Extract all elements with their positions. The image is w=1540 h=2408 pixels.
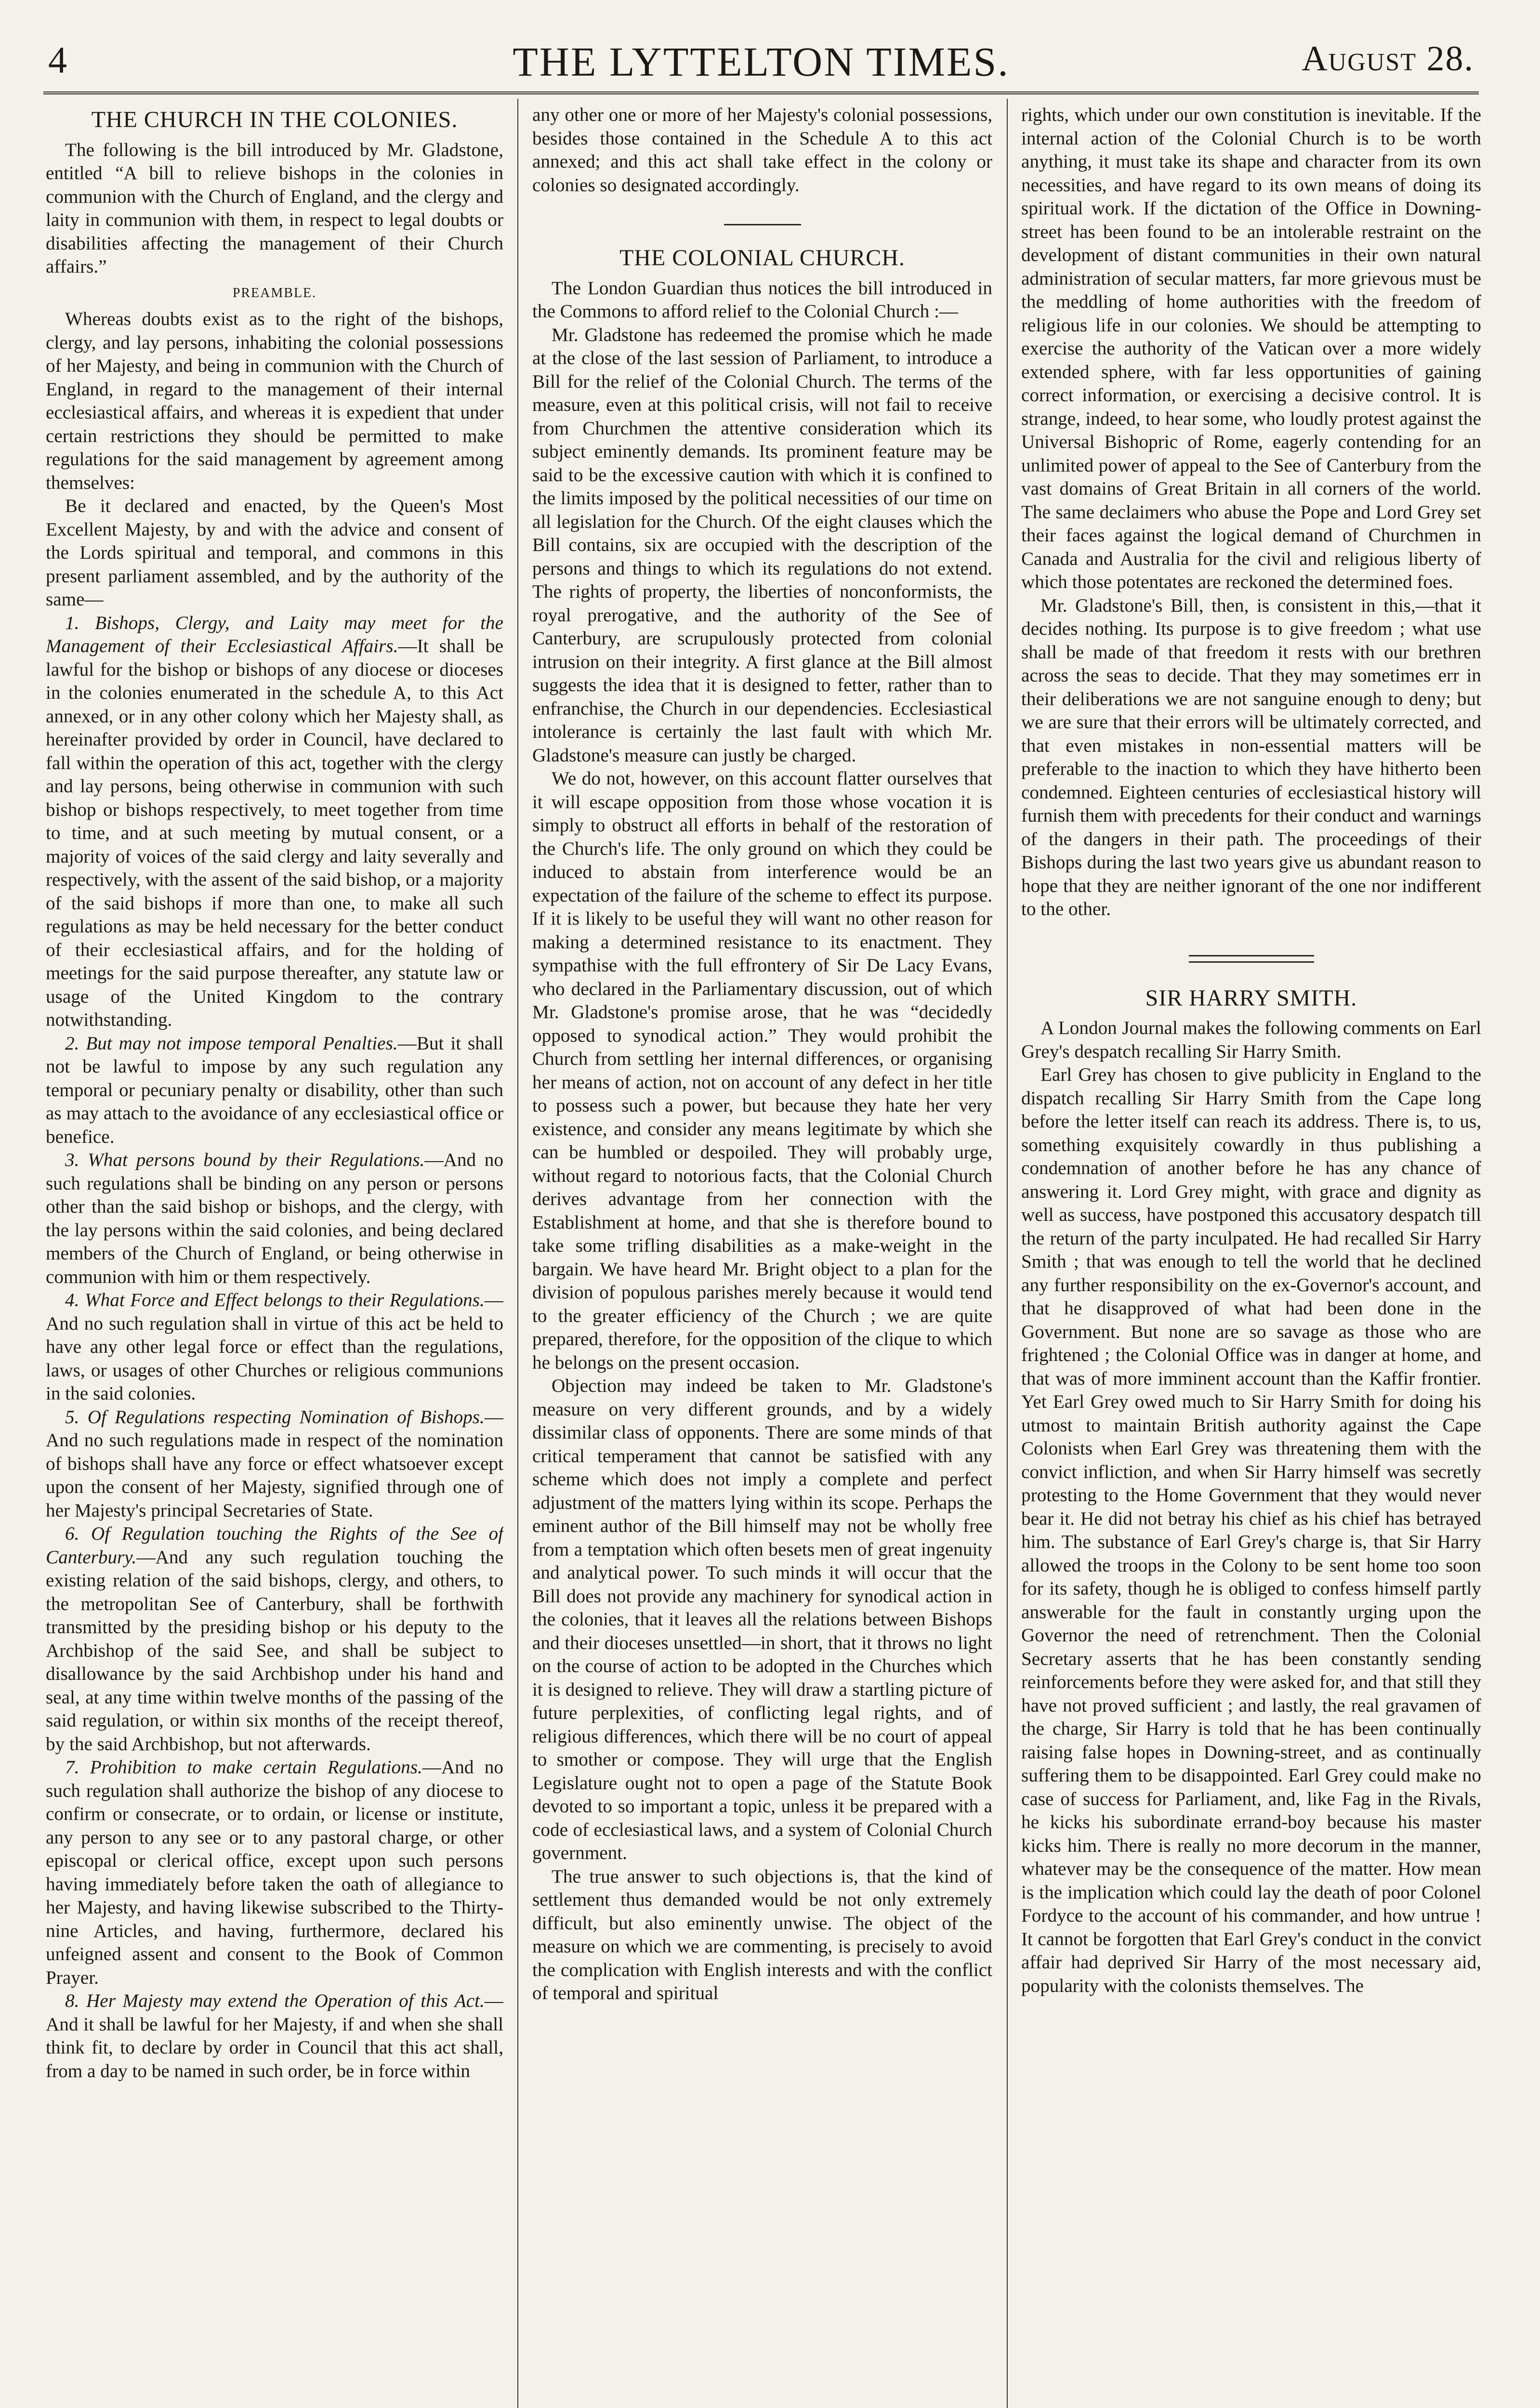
column-1	[46, 104, 503, 2408]
clause	[46, 1756, 503, 1989]
continued-paragraph: rights, which under our own constitution is inevitable. If the internal action of the Colonial Church is to be worth anything, it must take its shape and character from its own necessities, and have regard to its own means of doing its spiritual work. If the dictation of the Office in Downing-street has been found to be an intolerable restraint on the development of distant communities in their own natural administration of secular matters, far more grievous must be the meddling of home authorities with the freedom of religious life in our colonies. We should be attempting to exercise the authority of the Vatican over a more widely extended sphere, with far less opportunities of gaining correct information, or exercising a decisive control. It is strange, indeed, to hear some, who loudly protest against the Universal Bishopric of Rome, eagerly contending for an unlimited power of appeal to the See of Canterbury from the vast domains of Great Britain in all corners of the world. The same declaimers who abuse the Pope and Lord Grey set their faces against the logical demand of Churchmen in Canada and Australia for the civil and religious liberty of which those potentates are reckoned the determined foes.	[1021, 105, 1481, 592]
column-rule	[517, 99, 518, 2408]
clause-title: 7. Prohibition to make certain Regulations.	[65, 1757, 422, 1778]
clause-title: 1. Bishops, Clergy, and Laity may meet for the Management of their Ecclesiastical Affairs.	[46, 612, 503, 656]
clause-text: —And no such regulation shall in virtue of this act be held to have any other legal force or effect than the regulations, laws, or usages of other Churches or religious communions in the said colonies.	[46, 1290, 503, 1404]
paragraph: Mr. Gladstone has redeemed the promise which he made at the close of the last session of Parliament, to introduce a Bill for the relief of the Colonial Church. The terms of the measure, even at this political crisis, will not fail to receive from Churchmen the attentive consideration which its subject eminently demands. Its prominent feature may be said to be the excessive caution with which it is confined to the limits imposed by the political necessities of our time on all legislation for the Church. Of the eight clauses which the Bill contains, six are occupied with the description of the persons and things to which its regulations do not extend. The rights of property, the liberties of nonconformists, the royal prerogative, and the authority of the See of Canterbury, are scrupulously protected from colonial intrusion on their integrity. A first glance at the Bill almost suggests the idea that it is designed to fetter, rather than to enfranchise, the Church in our dependencies. Ecclesiastical intolerance is certainly the last fault with which Mr. Gladstone's measure can justly be charged.	[532, 324, 992, 766]
issue-date: August 28.	[1302, 39, 1474, 79]
column-3	[1021, 104, 1481, 2408]
clause	[46, 1149, 503, 1289]
article-divider	[1189, 955, 1314, 963]
article-intro: The following is the bill introduced by Mr. Gladstone, entitled “A bill to relieve bishops in the colonies in communion with the Church of England, and the clergy and laity in communion with them, in respect to legal doubts or disabilities affecting the management of their Church affairs.”	[46, 139, 503, 277]
clause-text: —And it shall be lawful for her Majesty, if and when she shall think fit, to declare by order in Council that this act shall, from a day to be named in such order, be in force within	[46, 1990, 503, 2081]
clause-title: 5. Of Regulations respecting Nomination of Bishops.	[65, 1406, 485, 1427]
clause-text: —But it shall not be lawful to impose by any such regulation any temporal or pecuniary penalty or disability, other than such as may attach to the avoidance of any ecclesiastical office or benefice.	[46, 1033, 503, 1147]
article-intro: The London Guardian thus notices the bill introduced in the Commons to afford relief to the Colonial Church :—	[532, 277, 992, 322]
column-2	[532, 104, 992, 2408]
clause-title: 8. Her Majesty may extend the Operation of this Act.	[65, 1990, 485, 2011]
page-number: 4	[48, 39, 67, 81]
paragraph: Mr. Gladstone's Bill, then, is consistent in this,—that it decides nothing. Its purpose is to give freedom ; what use shall be made of that freedom it rests with our brethren across the seas to decide. That they may sometimes err in their deliberations we are not sanguine enough to deny; but we are sure that their errors will be ultimately corrected, and that even mistakes in non-essential matters will be preferable to the inaction to which they have hitherto been condemned. Eighteen centuries of ecclesiastical history will furnish them with precedents for their conduct and warnings of the dangers in their path. The proceedings of their Bishops during the last two years give us abundant reason to hope that they are neither ignorant of the one nor indifferent to the other.	[1021, 595, 1481, 919]
clause-title: 6. Of Regulation touching the Rights of the See of Canterbury.	[46, 1523, 503, 1568]
paragraph: We do not, however, on this account flatter ourselves that it will escape opposition from those whose vocation it is simply to obstruct all efforts in behalf of the restoration of the Church's life. The only ground on which they could be induced to abstain from interference would be an expectation of the failure of the scheme to effect its purpose. If it is likely to be useful they will want no other reason for making a determined resistance to its enactment. They sympathise with the full effrontery of Sir De Lacy Evans, who declared in the Parliamentary discussion, out of which Mr. Gladstone's promise arose, that he was “decidedly opposed to synodical action.” They would prohibit the Church from settling her internal differences, or organising her means of action, not on account of any defect in her title to possess such a power, but because they hate her very existence, and consider any means legitimate by which she can be humbled or despoiled. They will probably urge, without regard to notorious facts, that the Colonial Church derives advantage from her connection with the Establishment at home, and that she is therefore bound to take some trifling disabilities as a make-weight in the bargain. We have heard Mr. Bright object to a plan for the division of populous parishes merely because it would tend to the greater efficiency of the Church ; we are quite prepared, therefore, for the opposition of the clique to which he belongs on the present occasion.	[532, 768, 992, 1373]
paragraph: The true answer to such objections is, that the kind of settlement thus demanded would be not only extremely difficult, but also eminently unwise. The object of the measure on which we are commenting, is precisely to avoid the complication with English interests and with the conflict of temporal and spiritual	[532, 1866, 992, 2003]
clause	[46, 1032, 503, 1149]
continued-paragraph: any other one or more of her Majesty's colonial possessions, besides those contained in the Schedule A to this act annexed; and this act shall take effect in the colony or colonies so designated accordingly.	[532, 105, 992, 196]
clause	[46, 1522, 503, 1756]
paragraph: Objection may indeed be taken to Mr. Gladstone's measure on very different grounds, and by a widely dissimilar class of opponents. There are some minds of that critical temperament that cannot be satisfied with any scheme which does not imply a complete and perfect adjustment of the matters lying within its scope. Perhaps the eminent author of the Bill himself may not be wholly free from a temptation which often besets men of great ingenuity and analytical power. To such minds it will occur that the Bill does not provide any machinery for synodical action in the colonies, that it leaves all the relations between Bishops and their dioceses unsettled—in short, that it throws no light on the course of action to be adopted in the Churches which it is designed to relieve. They will draw a startling picture of future perplexities, of conflicting legal rights, and of religious differences, which there will be no court of appeal to smother or compose. They will urge that the English Legislature ought not to open a page of the Statute Book devoted to so important a topic, unless it be prepared with a code of ecclesiastical laws, and a system of Colonial Church government.	[532, 1375, 992, 1863]
clause-text: —And no such regulations made in respect of the nomination of bishops shall have any force or effect whatsoever except upon the consent of her Majesty, signified through one of her Majesty's principal Secretaries of State.	[46, 1406, 503, 1521]
clause	[46, 1289, 503, 1406]
masthead	[43, 34, 1479, 94]
article-intro: A London Journal makes the following comments on Earl Grey's despatch recalling Sir Harry Smith.	[1021, 1018, 1481, 1062]
article-heading: THE CHURCH IN THE COLONIES.	[91, 107, 458, 132]
clause-title: 4. What Force and Effect belongs to their Regulations.	[65, 1290, 485, 1310]
clause-text: —And any such regulation touching the existing relation of the said bishops, clergy, and others, to the metropolitan See of Canterbury, shall be forthwith transmitted by the presiding bishop or his deputy to the Archbishop of the said See, and shall be subject to disallowance by the said Archbishop under his hand and seal, at any time within twelve months of the passing of the said regulation, or within six months of the receipt thereof, by the said Archbishop, but not afterwards.	[46, 1546, 503, 1754]
article-heading: SIR HARRY SMITH.	[1145, 985, 1357, 1011]
paragraph: Be it declared and enacted, by the Queen's Most Excellent Majesty, by and with the advice and consent of the Lords spiritual and temporal, and commons in this present parliament assembled, and by the authority of the same—	[46, 496, 503, 610]
clause-text: —And no such regulation shall authorize the bishop of any diocese to confirm or consecrate, or to ordain, or license or institute, any person to any see or to any pastoral charge, or other episcopal or clerical office, except upon such persons having immediately before taken the oath of allegiance to her Majesty, and having likewise subscribed to the Thirty-nine Articles, and having, furthermore, declared his unfeigned assent and consent to the Book of Common Prayer.	[46, 1757, 503, 1988]
paragraph: Whereas doubts exist as to the right of the bishops, clergy, and lay persons, inhabiting the colonial possessions of her Majesty, and being in communion with the Church of England, in regard to the management of their internal ecclesiastical affairs, and whereas it is expedient that under certain restrictions they should be permitted to make regulations for the said management by agreement among themselves:	[46, 309, 503, 493]
clause	[46, 1989, 503, 2083]
clause	[46, 1406, 503, 1523]
clause-text: —It shall be lawful for the bishop or bishops of any diocese or dioceses in the colonies enumerated in the schedule A, to this Act annexed, or in any other colony which her Majesty shall, as hereinafter provided by order in Council, have declared to fall within the operation of this act, together with the clergy and lay persons, being otherwise in communion with such bishop or bishops respectively, to meet together from time to time, and at such meeting by mutual consent, or a majority of voices of the said clergy and laity severally and respectively, with the assent of the said bishop, or a majority of the said bishops if more than one, to make all such regulations as may be held necessary for the better conduct of their ecclesiastical affairs, and for the holding of meetings for the said purpose thereafter, any statute law or usage of the United Kingdom to the contrary notwithstanding.	[46, 636, 503, 1030]
clause-title: 2. But may not impose temporal Penalties.	[65, 1033, 398, 1054]
paragraph: Earl Grey has chosen to give publicity in England to the dispatch recalling Sir Harry Smith from the Cape long before the letter itself can reach its address. There is, to us, something exquisitely cowardly in thus publishing a condemnation of another before he has any chance of answering it. Lord Grey might, with grace and dignity as well as success, have postponed this accusatory despatch till the return of the party inculpated. He had recalled Sir Harry Smith ; that was enough to tell the world that he declined any further responsibility on the ex-Governor's account, and that he disapproved of what had been done in the Government. But none are so savage as those who are frightened ; the Colonial Office was in danger at home, and that was of more imminent account than the Kaffir frontier. Yet Earl Grey owed much to Sir Harry Smith for doing his utmost to maintain British authority against the Cape Colonists when Earl Grey was threatening them with the convict infliction, and when Sir Harry himself was secretly protesting to the Home Government that they would never bear it. He did not betray his chief as his chief has betrayed him. The substance of Earl Grey's charge is, that Sir Harry allowed the troops in the Colony to be sent home too soon for its safety, though he is obliged to confess himself partly answerable for the fault in constantly urging upon the Governor the need of retrenchment. Then the Colonial Secretary asserts that he has been constantly sending reinforcements before they were asked for, and that still they have not proved sufficient ; and lastly, the real gravamen of the charge, Sir Harry is told that he has been continually raising false hopes in Downing-street, and as continually suffering them to be disappointed. Earl Grey could make no case of success for Parliament, and, like Fag in the Rivals, he kicks his subordinate errand-boy because his master kicks him. There is really no more decorum in the manner, whatever may be the consequence of the matter. How mean is the implication which could lay the death of poor Colonel Fordyce to the account of his commander, and how untrue ! It cannot be forgotten that Earl Grey's conduct in the convict affair had deprived Sir Harry of the most necessary aid, popularity with the colonists themselves. The	[1021, 1064, 1481, 1996]
article-divider	[724, 224, 801, 225]
column-rule	[1007, 99, 1008, 2408]
section-label: PREAMBLE.	[232, 285, 317, 301]
clause-text: —And no such regulations shall be binding on any person or persons other than the said bishop or bishops, and the clergy, with the lay persons within the said colonies, and being declared members of the Church of England, or being otherwise in communion with him or them respectively.	[46, 1150, 503, 1287]
article-heading: THE COLONIAL CHURCH.	[619, 245, 905, 271]
clause	[46, 612, 503, 1032]
clause-title: 3. What persons bound by their Regulations.	[65, 1150, 425, 1170]
newspaper-title: THE LYTTELTON TIMES.	[513, 39, 1010, 85]
